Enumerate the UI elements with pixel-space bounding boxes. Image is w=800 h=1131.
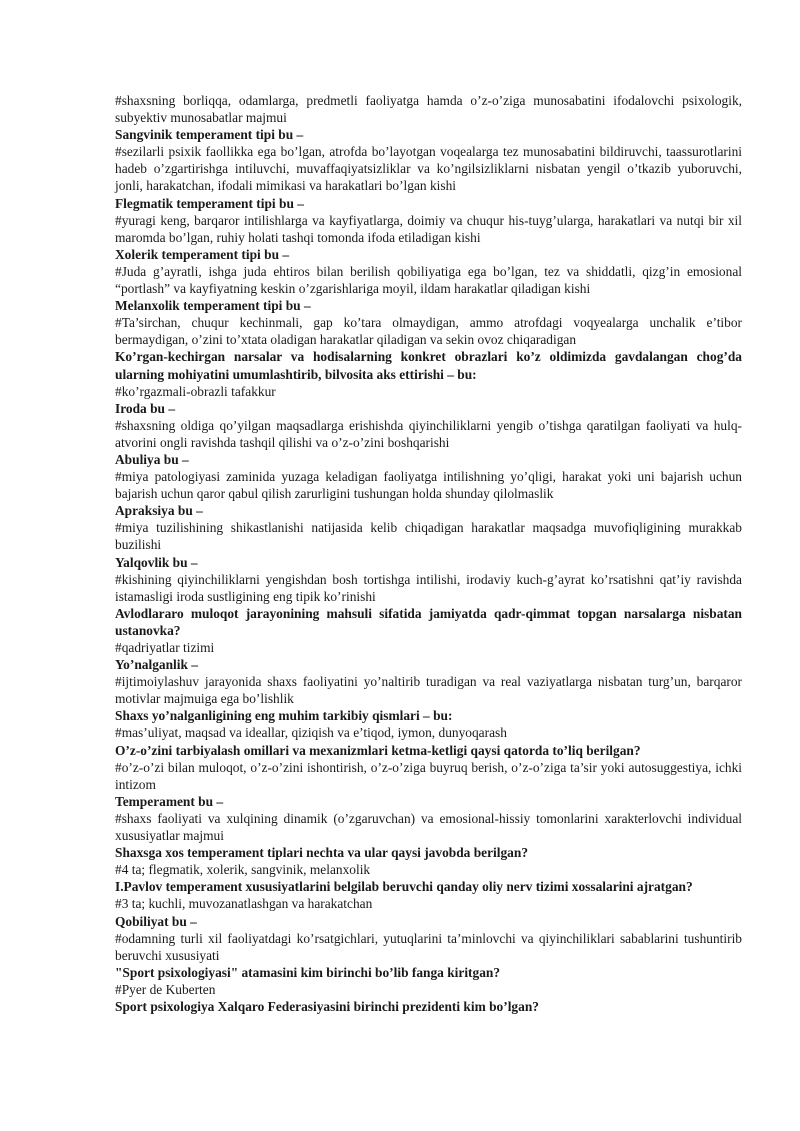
answer-text: #ijtimoiylashuv jarayonida shaxs faoliyatini yo’naltirib turadigan va real vaziyatlarga nisbatan turg’un, barqaror motivlar majmuiga ega bo’lishlik <box>115 674 742 707</box>
qa-entry-2 <box>115 126 742 194</box>
answer-text: #Ta’sirchan, chuqur kechinmali, gap ko’tara olmaydigan, ammo atrofdagi voqyealarga unchalik e’tibor bermaydigan, o’zini to’xtata oladigan harakatlar qiladigan va sekin ovoz chiqaradigan <box>115 315 742 348</box>
answer-text: #Pyer de Kuberten <box>115 981 216 997</box>
qa-entry-1 <box>115 92 742 126</box>
question-text: Avlodlararo muloqot jarayonining mahsuli sifatida jamiyatda qadr-qimmat topgan narsalarga nisbatan ustanovka? <box>115 605 742 638</box>
answer-text: #4 ta; flegmatik, xolerik, sangvinik, melanxolik <box>115 862 371 878</box>
question-text: Yo’nalganlik – <box>115 657 198 673</box>
question-text: Xolerik temperament tipi bu – <box>115 246 290 262</box>
answer-text: #ko’rgazmali-obrazli tafakkur <box>115 383 276 399</box>
qa-entry-15 <box>115 793 742 844</box>
qa-entry-6 <box>115 348 742 399</box>
document-page <box>115 92 742 1015</box>
question-text: Shaxsga xos temperament tiplari nechta va ular qaysi javobda berilgan? <box>115 845 529 861</box>
question-text: Apraksiya bu – <box>115 503 203 519</box>
answer-text: #shaxsning oldiga qo’yilgan maqsadlarga erishishda qiyinchiliklarni yengib o’tishga qaratilgan faoliyati va hulq-atvorini ongli ravishda tashqil qilishi va o’z-o’zini boshqarishi <box>115 417 742 450</box>
qa-entry-17 <box>115 878 742 912</box>
qa-entry-11 <box>115 605 742 656</box>
answer-text: #shaxsning borliqqa, odamlarga, predmetli faoliyatga hamda o’z-o’ziga munosabatini ifodalovchi psixologik, subyektiv munosabatlar majmui <box>115 93 742 126</box>
question-text: Melanxolik temperament tipi bu – <box>115 298 311 314</box>
qa-entry-19 <box>115 964 742 998</box>
question-text: Qobiliyat bu – <box>115 913 197 929</box>
qa-entry-7 <box>115 400 742 451</box>
question-text: Shaxs yo’nalganligining eng muhim tarkibiy qismlari – bu: <box>115 708 453 724</box>
question-text: O’z-o’zini tarbiyalash omillari va mexanizmlari ketma-ketligi qaysi qatorda to’liq berilgan? <box>115 742 641 758</box>
question-text: Iroda bu – <box>115 400 176 416</box>
answer-text: #odamning turli xil faoliyatdagi ko’rsatgichlari, yutuqlarini ta’minlovchi va qiyinchiliklari sabablarini tushuntirib beruvchi xususiyati <box>115 930 742 963</box>
question-text: Sport psixologiya Xalqaro Federasiyasini birinchi prezidenti kim bo’lgan? <box>115 998 539 1014</box>
qa-entry-16 <box>115 844 742 878</box>
answer-text: #sezilarli psixik faollikka ega bo’lgan, atrofda bo’layotgan voqealarga tez munosabatini bildiruvchi, taassurotlarini hadeb o’zgartirishga intiluvchi, muvaffaqiyatsizliklar va ko’ngilsizliklarni nisbatan yengil o’tkazib yuboruvchi, jonli, harakatchan, ifodali mimikasi va harakatlari bo’lgan kishi <box>115 144 742 194</box>
answer-text: #mas’uliyat, maqsad va ideallar, qiziqish va e’tiqod, iymon, dunyoqarash <box>115 725 507 741</box>
qa-entry-5 <box>115 297 742 348</box>
answer-text: #3 ta; kuchli, muvozanatlashgan va harakatchan <box>115 896 373 912</box>
qa-entry-14 <box>115 742 742 793</box>
question-text: "Sport psixologiyasi" atamasini kim birinchi bo’lib fanga kiritgan? <box>115 964 501 980</box>
question-text: Flegmatik temperament tipi bu – <box>115 195 304 211</box>
qa-entry-9 <box>115 502 742 553</box>
answer-text: #Juda g’ayratli, ishga juda ehtiros bilan berilish qobiliyatiga ega bo’lgan, tez va shiddatli, qizg’in emosional “portlash” va kayfiyatning keskin o’zgarishlariga moyil, ildam harakatlar qiladigan kishi <box>115 263 742 297</box>
qa-entry-10 <box>115 554 742 605</box>
question-text: I.Pavlov temperament xususiyatlarini belgilab beruvchi qanday oliy nerv tizimi xossalarini ajratgan? <box>115 879 693 895</box>
question-text: Abuliya bu – <box>115 451 189 467</box>
question-text: Temperament bu – <box>115 793 224 809</box>
question-text: Ko’rgan-kechirgan narsalar va hodisalarning konkret obrazlari ko’z oldimizda gavdalangan chog’da ularning mohiyatini umumlashtirib, bilvosita aks ettirishi – bu: <box>115 349 742 382</box>
answer-text: #qadriyatlar tizimi <box>115 640 215 655</box>
qa-entry-20 <box>115 998 742 1015</box>
qa-entry-13 <box>115 707 742 741</box>
question-text: Sangvinik temperament tipi bu – <box>115 127 304 143</box>
answer-text: #kishining qiyinchiliklarni yengishdan bosh tortishga intilishi, irodaviy kuch-g’ayrat ko’rsatishni qat’iy ravishda istamasligi iroda sustligining eng tipik ko’rinishi <box>115 571 742 604</box>
answer-text: #o’z-o’zi bilan muloqot, o’z-o’zini ishontirish, o’z-o’ziga buyruq berish, o’z-o’ziga ta’sir yoki autosuggestiya, ichki intizom <box>115 759 742 792</box>
qa-entry-3 <box>115 195 742 246</box>
qa-entry-8 <box>115 451 742 502</box>
answer-text: #yuragi keng, barqaror intilishlarga va kayfiyatlarga, doimiy va chuqur his-tuyg’ularga, harakatlari va nutqi bir xil maromda bo’lgan, ruhiy holati tashqi tomonda ifoda etiladigan kishi <box>115 212 742 245</box>
question-text: Yalqovlik bu – <box>115 554 198 570</box>
answer-text: #miya tuzilishining shikastlanishi natijasida kelib chiqadigan harakatlar maqsadga muvofiqligining murakkab buzilishi <box>115 520 742 553</box>
answer-text: #miya patologiyasi zaminida yuzaga keladigan faoliyatga intilishning yo’qligi, harakat yoki uni bajarish uchun bajarish uchun qaror qabul qilish zarurligini tushungan holda shunday qilolmaslik <box>115 469 742 502</box>
qa-entry-4 <box>115 246 742 297</box>
answer-text: #shaxs faoliyati va xulqining dinamik (o’zgaruvchan) va emosional-hissiy tomonlarini xarakterlovchi individual xususiyatlar majmui <box>115 810 742 844</box>
qa-entry-12 <box>115 656 742 707</box>
qa-entry-18 <box>115 913 742 964</box>
